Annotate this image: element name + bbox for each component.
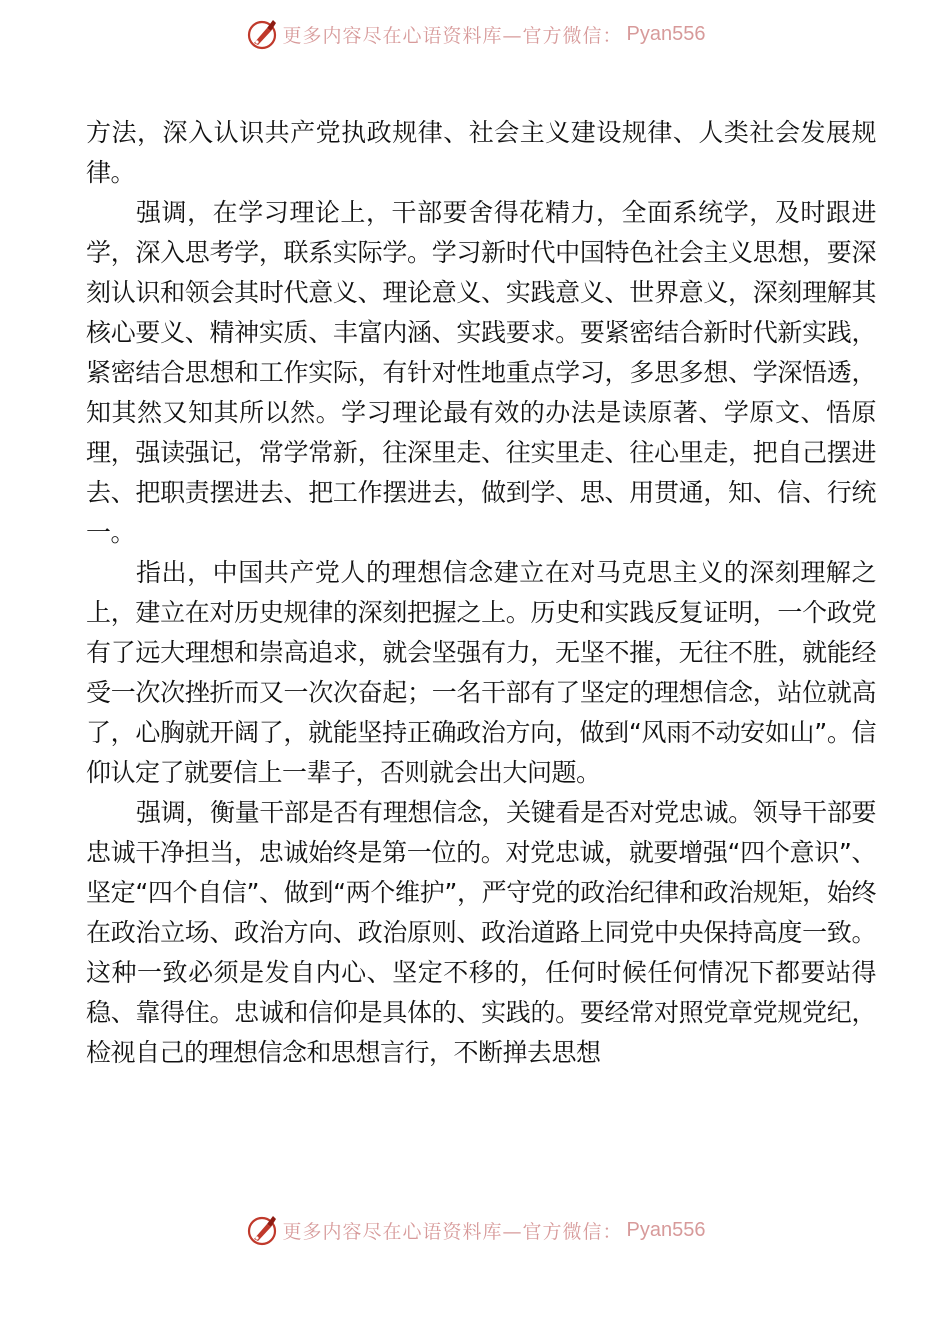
header-wechat-id: Pyan556 [626, 22, 706, 45]
header-banner-content [245, 16, 706, 52]
paragraph-1: 方法，深入认识共产党执政规律、社会主义建设规律、人类社会发展规律。 [86, 118, 876, 187]
paragraph-2: 强调，在学习理论上，干部要舍得花精力，全面系统学，及时跟进学，深入思考学，联系实际学。学习新时代中国特色社会主义思想，要深刻认识和领会其时代意义、理论意义、实践意义、世界意义，深刻理解其核心要义、精神实质、丰富内涵、实践要求。要紧密结合新时代新实践，紧密结合思想和工作实际，有针对性地重点学习，多思多想、学深悟透，知其然又知其所以然。学习理论最有效的办法是读原著、学原文、悟原理，强读强记，常学常新，往深里走、往实里走、往心里走，把自己摆进去、把职责摆进去、把工作摆进去，做到学、思、用贯通，知、信、行统一。 [86, 198, 876, 547]
pen-logo-icon [245, 1212, 281, 1248]
paragraph-3: 指出，中国共产党人的理想信念建立在对马克思主义的深刻理解之上，建立在对历史规律的深刻把握之上。历史和实践反复证明，一个政党有了远大理想和崇高追求，就会坚强有力，无坚不摧，无往不胜，就能经受一次次挫折而又一次次奋起；一名干部有了坚定的理想信念，站位就高了，心胸就开阔了，就能坚持正确政治方向，做到“风雨不动安如山”。信仰认定了就要信上一辈子，否则就会出大问题。 [86, 558, 876, 787]
footer-banner-text: 更多内容尽在心语资料库—官方微信： [282, 1220, 623, 1243]
document-body [86, 113, 876, 1073]
header-banner-text: 更多内容尽在心语资料库—官方微信： [282, 24, 623, 47]
paragraph-4: 强调，衡量干部是否有理想信念，关键看是否对党忠诚。领导干部要忠诚干净担当，忠诚始终是第一位的。对党忠诚，就要增强“四个意识”、坚定“四个自信”、做到“两个维护”，严守党的政治纪律和政治规矩，始终在政治立场、政治方向、政治原则、政治道路上同党中央保持高度一致。这种一致必须是发自内心、坚定不移的，任何时候任何情况下都要站得稳、靠得住。忠诚和信仰是具体的、实践的。要经常对照党章党规党纪，检视自己的理想信念和思想言行，不断掸去思想 [86, 798, 876, 1067]
footer-banner-content [245, 1212, 706, 1248]
pen-logo-icon [245, 16, 281, 52]
footer-wechat-id: Pyan556 [626, 1218, 706, 1241]
header-banner [0, 14, 950, 54]
footer-banner [0, 1210, 950, 1250]
